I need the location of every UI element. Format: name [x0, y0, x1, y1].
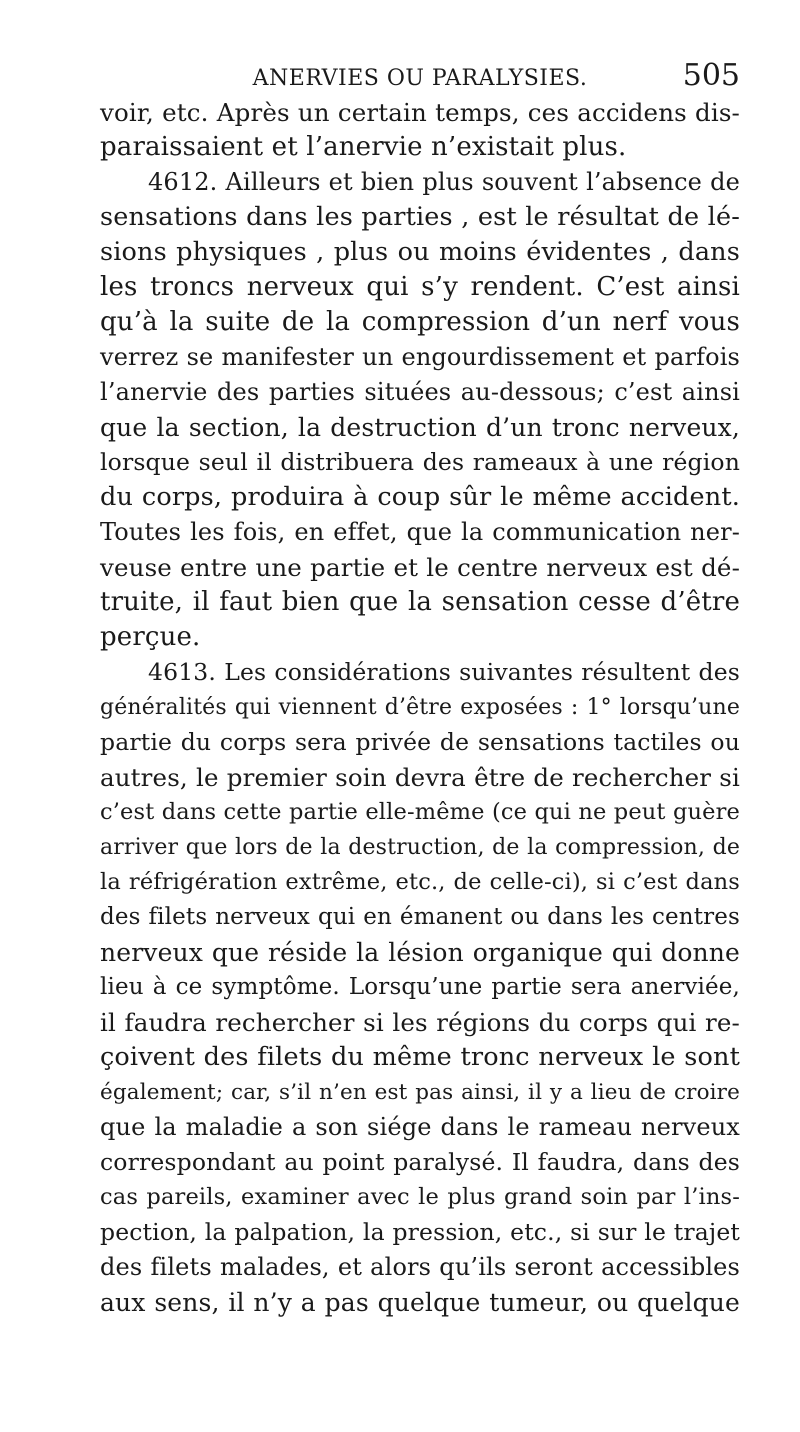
text-line: c’est dans cette partie elle-même (ce qui ne peut guère: [100, 799, 740, 825]
text-line: voir, etc. Après un certain temps, ces accidens dis-: [100, 98, 740, 127]
text-line: l’anervie des parties situées au-dessous; c’est ainsi: [100, 378, 740, 406]
text-line: correspondant au point paralysé. Il faudra, dans des: [100, 1148, 740, 1176]
text-line: des filets malades, et alors qu’ils seront accessibles: [100, 1253, 740, 1281]
paragraph-start-4613: 4613. Les considérations suivantes résultent des: [148, 658, 740, 686]
text-line: également; car, s’il n’en est pas ainsi, il y a lieu de croire: [100, 1080, 740, 1105]
text-line: du corps, produira à coup sûr le même accident.: [100, 482, 740, 512]
text-line: partie du corps sera privée de sensations tactiles ou: [100, 728, 740, 756]
text-line: qu’à la suite de la compression d’un nerf vous: [100, 307, 740, 337]
text-line: arriver que lors de la destruction, de la compression, de: [100, 835, 740, 860]
text-line: truite, il faut bien que la sensation cesse d’être: [100, 587, 740, 617]
text-line: pection, la palpation, la pression, etc., si sur le trajet: [100, 1218, 740, 1246]
text-line: la réfrigération extrême, etc., de celle-ci), si c’est dans: [100, 869, 740, 895]
text-line: çoivent des filets du même tronc nerveux le sont: [100, 1042, 740, 1072]
running-head: ANERVIES OU PARALYSIES.: [252, 66, 588, 91]
paragraph-start-4612: 4612. Ailleurs et bien plus souvent l’absence de: [148, 168, 740, 196]
text-line: généralités qui viennent d’être exposées : 1° lorsqu’une: [100, 695, 740, 720]
page-header: [100, 56, 740, 96]
text-line: que la maladie a son siége dans le rameau nerveux: [100, 1113, 740, 1141]
text-line: lieu à ce symptôme. Lorsqu’une partie sera anerviée,: [100, 974, 740, 1000]
text-line: paraissaient et l’anervie n’existait plus.: [100, 132, 627, 162]
text-line: cas pareils, examiner avec le plus grand soin par l’ins-: [100, 1184, 740, 1210]
page-number: 505: [682, 58, 740, 93]
text-line: aux sens, il n’y a pas quelque tumeur, ou quelque: [100, 1288, 740, 1317]
text-line: veuse entre une partie et le centre nerveux est dé-: [100, 553, 740, 582]
text-line: sions physiques , plus ou moins évidentes , dans: [100, 237, 740, 267]
body-text: [100, 95, 740, 1320]
text-line: des filets nerveux qui en émanent ou dans les centres: [100, 904, 740, 930]
text-line: que la section, la destruction d’un tronc nerveux,: [100, 413, 740, 442]
text-line: perçue.: [100, 622, 201, 652]
text-line: les troncs nerveux qui s’y rendent. C’est ainsi: [100, 272, 740, 302]
text-line: il faudra rechercher si les régions du corps qui re-: [100, 1008, 740, 1037]
text-line: nerveux que réside la lésion organique qui donne: [100, 938, 740, 967]
text-line: lorsque seul il distribuera des rameaux à une région: [100, 448, 740, 476]
text-line: autres, le premier soin devra être de rechercher si: [100, 763, 740, 792]
text-line: sensations dans les parties , est le résultat de lé-: [100, 202, 740, 232]
text-line: verrez se manifester un engourdissement et parfois: [100, 343, 740, 371]
text-line: Toutes les fois, en effet, que la communication ner-: [100, 518, 740, 546]
